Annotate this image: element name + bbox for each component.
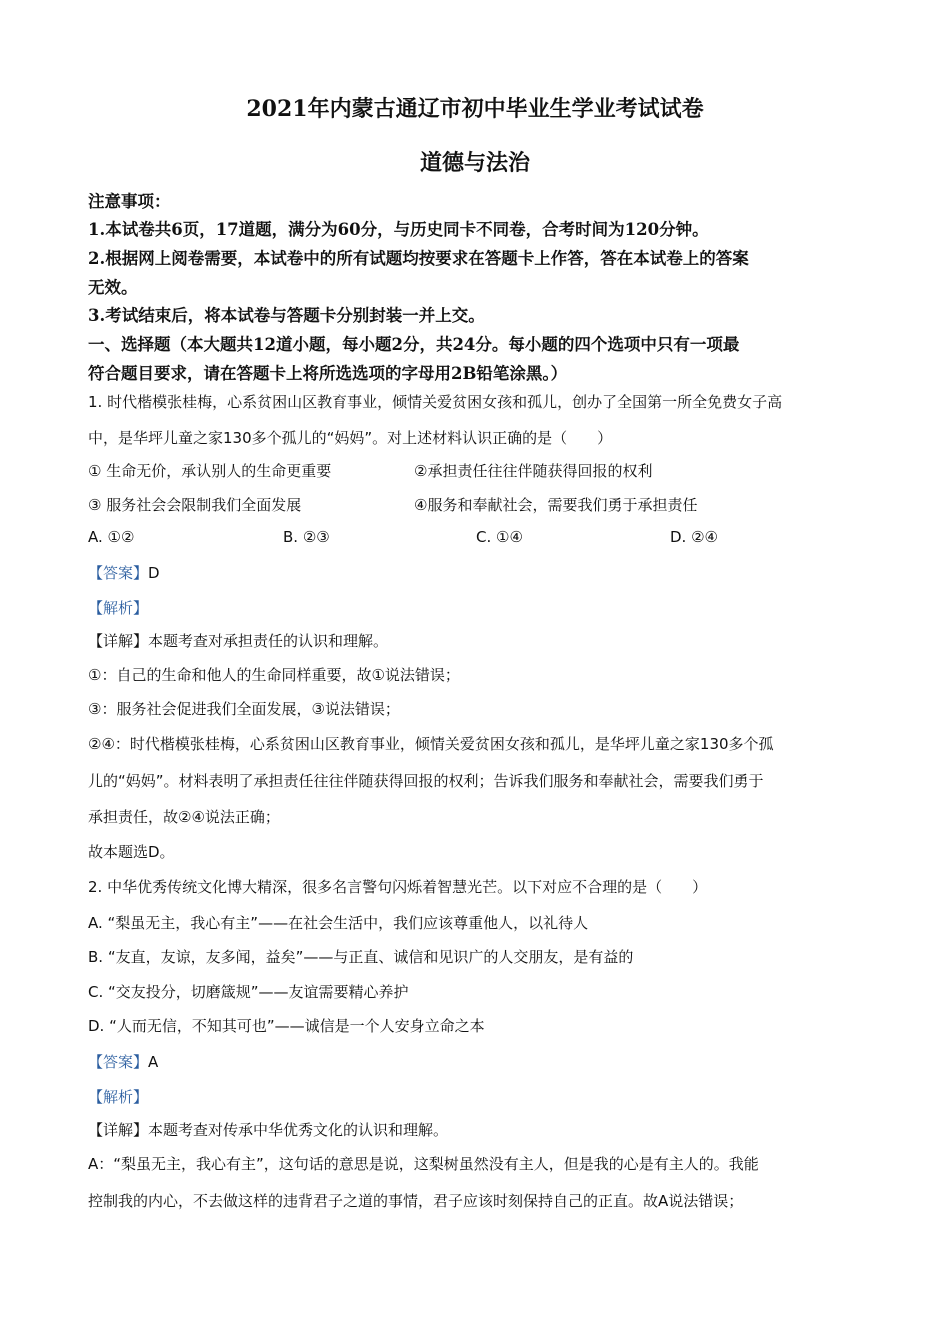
q1-answer <box>88 562 160 583</box>
q1-option-d: D. ②④ <box>670 528 718 546</box>
q1-answer-value: D <box>148 564 160 582</box>
q1-statement-1: ① 生命无价，承认别人的生命更重要 <box>88 462 332 480</box>
q1-analysis-1: ①：自己的生命和他人的生命同样重要，故①说法错误； <box>88 666 460 684</box>
q2-option-b: B. “友直，友谅，友多闻，益矣”——与正直、诚信和见识广的人交朋友，是有益的 <box>88 948 634 966</box>
q2-analysis-1-line-2: 控制我的内心，不去做这样的违背君子之道的事情，君子应该时刻保持自己的正直。故A说法错误； <box>88 1192 744 1210</box>
section-heading-line-2: 符合题目要求，请在答题卡上将所选选项的字母用2B铅笔涂黑。） <box>88 364 568 383</box>
q2-answer-value: A <box>148 1053 159 1071</box>
q2-answer <box>88 1051 158 1072</box>
q1-conclusion: 故本题选D。 <box>88 843 175 861</box>
notice-item-3: 3.考试结束后，将本试卷与答题卡分别封装一并上交。 <box>88 306 485 325</box>
notice-heading: 注意事项： <box>88 192 171 211</box>
subject-title: 道德与法治 <box>419 150 530 176</box>
q2-stem: 2. 中华优秀传统文化博大精深，很多名言警句闪烁着智慧光芒。以下对应不合理的是（ ） <box>88 878 708 896</box>
q1-option-c: C. ①④ <box>476 528 523 546</box>
q1-statement-4: ④服务和奉献社会，需要我们勇于承担责任 <box>414 496 698 514</box>
q2-option-d: D. “人而无信，不知其可也”——诚信是一个人安身立命之本 <box>88 1017 485 1035</box>
q1-analysis-3-line-2: 儿的“妈妈”。材料表明了承担责任往往伴随获得回报的权利；告诉我们服务和奉献社会，需要我们勇于 <box>88 772 764 790</box>
notice-item-2-line-2: 无效。 <box>88 278 138 297</box>
q1-option-a: A. ①② <box>88 528 135 546</box>
q1-answer-tag: 【答案】 <box>88 564 149 582</box>
section-heading-line-1: 一、选择题（本大题共12道小题，每小题2分，共24分。每小题的四个选项中只有一项最 <box>88 335 740 354</box>
exam-title: 2021年内蒙古通辽市初中毕业生学业考试试卷 <box>246 96 704 122</box>
q1-statement-2: ②承担责任往往伴随获得回报的权利 <box>414 462 653 480</box>
q2-option-a: A. “梨虽无主，我心有主”——在社会生活中，我们应该尊重他人，以礼待人 <box>88 914 589 932</box>
q1-stem-line-1: 1. 时代楷模张桂梅，心系贫困山区教育事业，倾情关爱贫困女孩和孤儿，创办了全国第一所全免费女子高 <box>88 393 783 411</box>
q1-option-b: B. ②③ <box>283 528 330 546</box>
q2-answer-tag: 【答案】 <box>88 1053 149 1071</box>
q1-stem-line-2: 中，是华坪儿童之家130多个孤儿的“妈妈”。对上述材料认识正确的是（ ） <box>88 429 613 447</box>
q1-analysis-3-line-3: 承担责任，故②④说法正确； <box>88 808 280 826</box>
q2-option-c: C. “交友投分，切磨箴规”——友谊需要精心养护 <box>88 983 409 1001</box>
q2-detail: 【详解】本题考查对传承中华优秀文化的认识和理解。 <box>88 1121 449 1139</box>
q1-analysis-2: ③：服务社会促进我们全面发展，③说法错误； <box>88 700 400 718</box>
notice-item-2-line-1: 2.根据网上阅卷需要，本试卷中的所有试题均按要求在答题卡上作答，答在本试卷上的答案 <box>88 249 749 268</box>
notice-item-1: 1.本试卷共6页，17道题，满分为60分，与历史同卡不同卷，合考时间为120分钟。 <box>88 220 709 239</box>
q1-analysis-tag: 【解析】 <box>88 599 149 617</box>
q2-analysis-1-line-1: A：“梨虽无主，我心有主”，这句话的意思是说，这梨树虽然没有主人，但是我的心是有主人的。我能 <box>88 1155 759 1173</box>
q1-statement-3: ③ 服务社会会限制我们全面发展 <box>88 496 302 514</box>
q1-analysis-3-line-1: ②④：时代楷模张桂梅，心系贫困山区教育事业，倾情关爱贫困女孩和孤儿，是华坪儿童之家130多个孤 <box>88 735 774 753</box>
q2-analysis-tag: 【解析】 <box>88 1088 149 1106</box>
q1-detail: 【详解】本题考查对承担责任的认识和理解。 <box>88 632 389 650</box>
